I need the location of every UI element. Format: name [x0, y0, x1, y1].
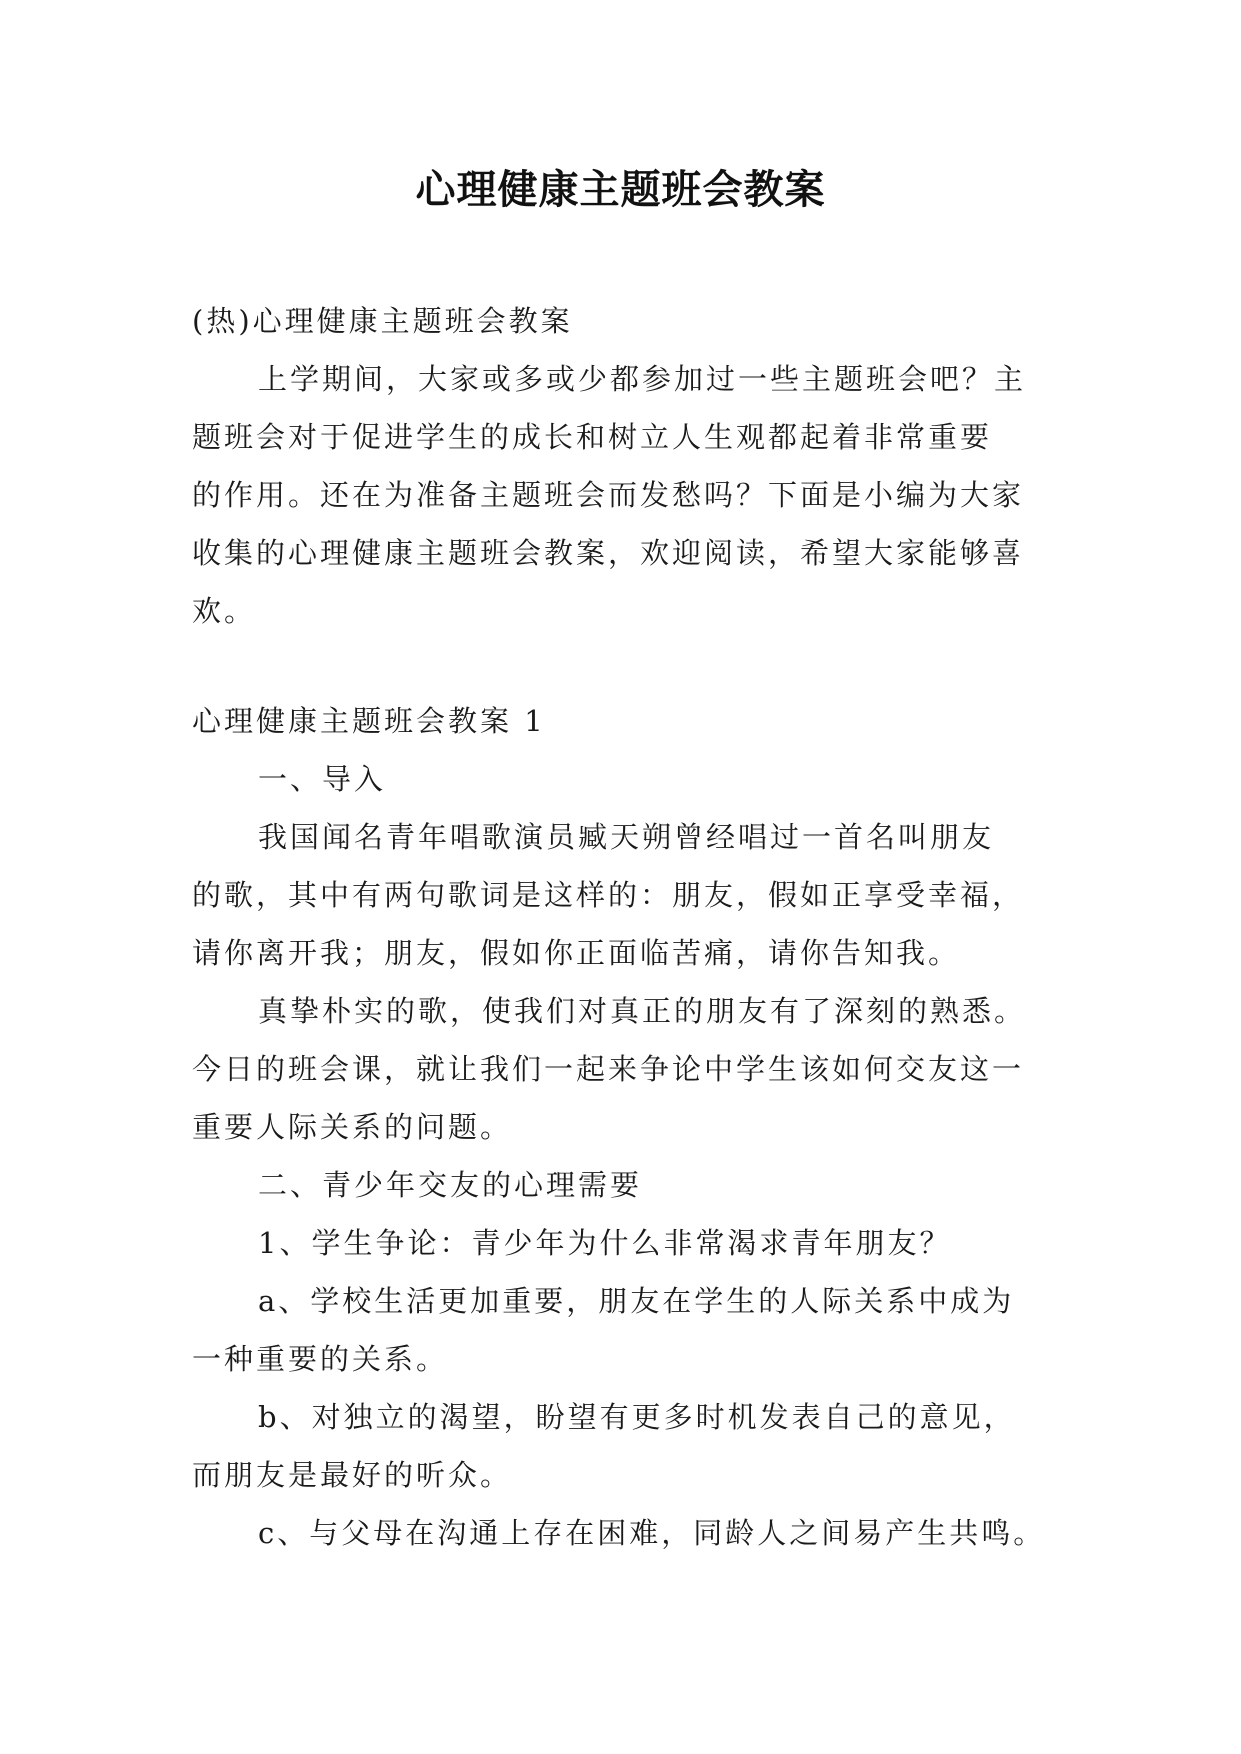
- paragraph-line: 今日的班会课，就让我们一起来争论中学生该如何交友这一: [192, 1052, 1025, 1086]
- document-body: [192, 292, 1052, 1562]
- paragraph-line: 题班会对于促进学生的成长和树立人生观都起着非常重要: [192, 420, 993, 454]
- section-heading: 心理健康主题班会教案 1: [192, 704, 546, 738]
- paragraph-2: [192, 982, 1052, 1156]
- list-item-b: [192, 1388, 1052, 1504]
- paragraph-line: 欢。: [192, 594, 257, 628]
- intro-paragraph: [192, 350, 1052, 640]
- paragraph-line: 而朋友是最好的听众。: [192, 1458, 513, 1492]
- subtitle-line: (热)心理健康主题班会教案: [192, 304, 573, 338]
- section-spacer: [192, 640, 1052, 692]
- paragraph-line: b、对独立的渴望，盼望有更多时机发表自己的意见，: [258, 1400, 1016, 1434]
- paragraph-line: a、学校生活更加重要，朋友在学生的人际关系中成为: [258, 1284, 1015, 1318]
- list-item-c: [192, 1504, 1052, 1562]
- paragraph-line: 的作用。还在为准备主题班会而发愁吗？下面是小编为大家: [192, 478, 1025, 512]
- paragraph-line: 上学期间，大家或多或少都参加过一些主题班会吧？主: [258, 362, 1027, 396]
- paragraph-line: 真挚朴实的歌，使我们对真正的朋友有了深刻的熟悉。: [258, 994, 1027, 1028]
- paragraph-line: 重要人际关系的问题。: [192, 1110, 513, 1144]
- paragraph-line: 的歌，其中有两句歌词是这样的：朋友，假如正享受幸福，: [192, 878, 1025, 912]
- paragraph-line: 一种重要的关系。: [192, 1342, 449, 1376]
- paragraph-line: 收集的心理健康主题班会教案，欢迎阅读，希望大家能够喜: [192, 536, 1025, 570]
- list-item-a: [192, 1272, 1052, 1388]
- document-title: 心理健康主题班会教案: [415, 167, 826, 213]
- paragraph-line: 请你离开我；朋友，假如你正面临苦痛，请你告知我。: [192, 936, 961, 970]
- question-1: 1、学生争论：青少年为什么非常渴求青年朋友？: [258, 1226, 952, 1260]
- paragraph-line: c、与父母在沟通上存在困难，同龄人之间易产生共鸣。: [258, 1516, 1046, 1550]
- paragraph-line: 我国闻名青年唱歌演员臧天朔曾经唱过一首名叫朋友: [258, 820, 995, 854]
- part1-heading: 一、导入: [258, 762, 387, 796]
- part2-heading: 二、青少年交友的心理需要: [258, 1168, 643, 1202]
- paragraph-1: [192, 808, 1052, 982]
